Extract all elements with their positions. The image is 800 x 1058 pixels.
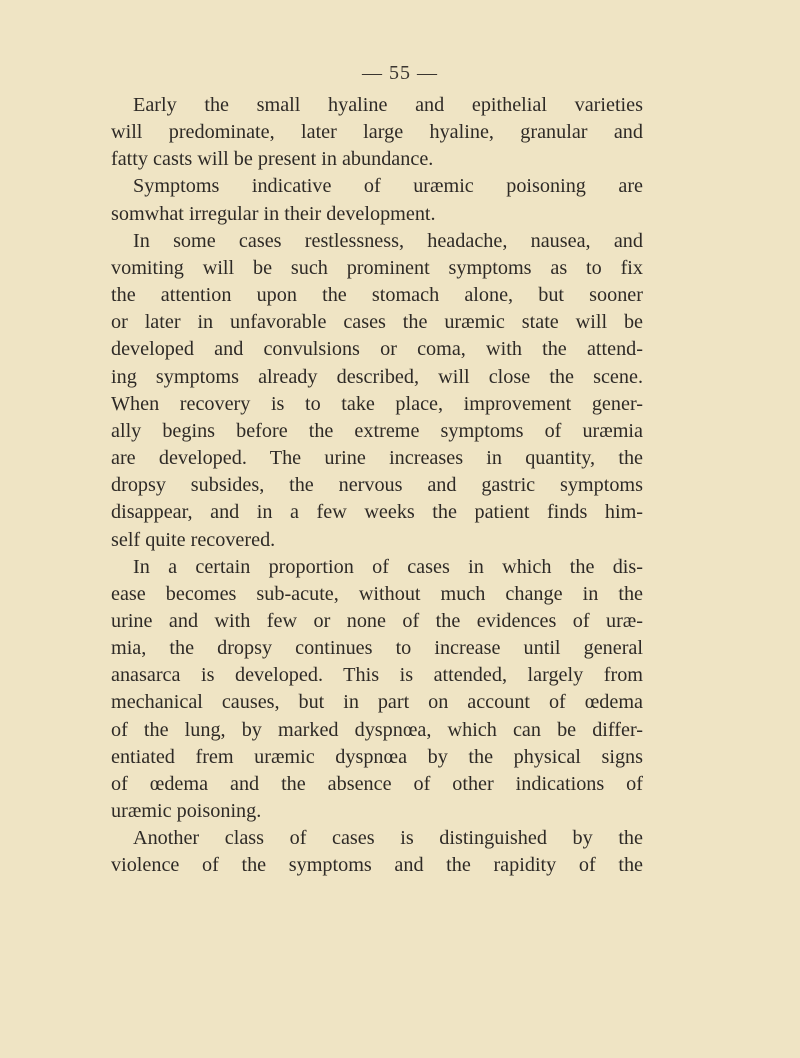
text-line: disappear, and in a few weeks the patient finds him- [111,501,643,524]
text-line: ing symptoms already described, will close the scene. [111,365,643,388]
text-line: will predominate, later large hyaline, granular and [111,121,643,144]
text-line: Symptoms indicative of uræmic poisoning are [133,175,643,198]
text-line: Early the small hyaline and epithelial varieties [133,94,643,116]
text-line: In some cases restlessness, headache, nausea, and [133,229,643,252]
text-line: somwhat irregular in their development. [111,202,436,225]
text-line: ally begins before the extreme symptoms of uræmia [111,419,643,442]
text-line: anasarca is developed. This is attended, largely from [111,664,643,687]
text-line: When recovery is to take place, improvement gener- [111,392,643,415]
text-line: ease becomes sub-acute, without much change in the [111,582,643,605]
text-line: vomiting will be such prominent symptoms as to fix [111,256,643,279]
paragraph [111,554,643,826]
text-line: of the lung, by marked dyspnœa, which can be differ- [111,718,643,741]
paragraph [111,173,643,227]
paragraph [111,825,643,879]
paragraph [111,228,643,554]
text-line: Another class of cases is distinguished by the [133,827,643,850]
paragraph [111,92,643,173]
text-line: uræmic poisoning. [111,800,262,823]
text-line: the attention upon the stomach alone, but sooner [111,284,643,307]
text-line: dropsy subsides, the nervous and gastric symptoms [111,474,643,497]
text-line: violence of the symptoms and the rapidity of the [111,854,643,877]
text-line: fatty casts will be present in abundance. [111,148,434,171]
text-line: are developed. The urine increases in quantity, the [111,447,643,470]
text-line: self quite recovered. [111,528,276,551]
text-line: entiated frem uræmic dyspnœa by the physical signs [111,745,643,768]
text-line: or later in unfavorable cases the uræmic state will be [111,311,643,334]
text-line: of œdema and the absence of other indications of [111,772,643,795]
text-line: urine and with few or none of the evidences of uræ- [111,609,643,632]
body-text [111,92,643,880]
text-line: mia, the dropsy continues to increase until general [111,637,643,660]
text-line: In a certain proportion of cases in which the dis- [133,555,643,578]
page-number: — 55 — [362,62,438,84]
text-line: mechanical causes, but in part on account of œdema [111,691,643,714]
text-line: developed and convulsions or coma, with the attend- [111,338,643,361]
